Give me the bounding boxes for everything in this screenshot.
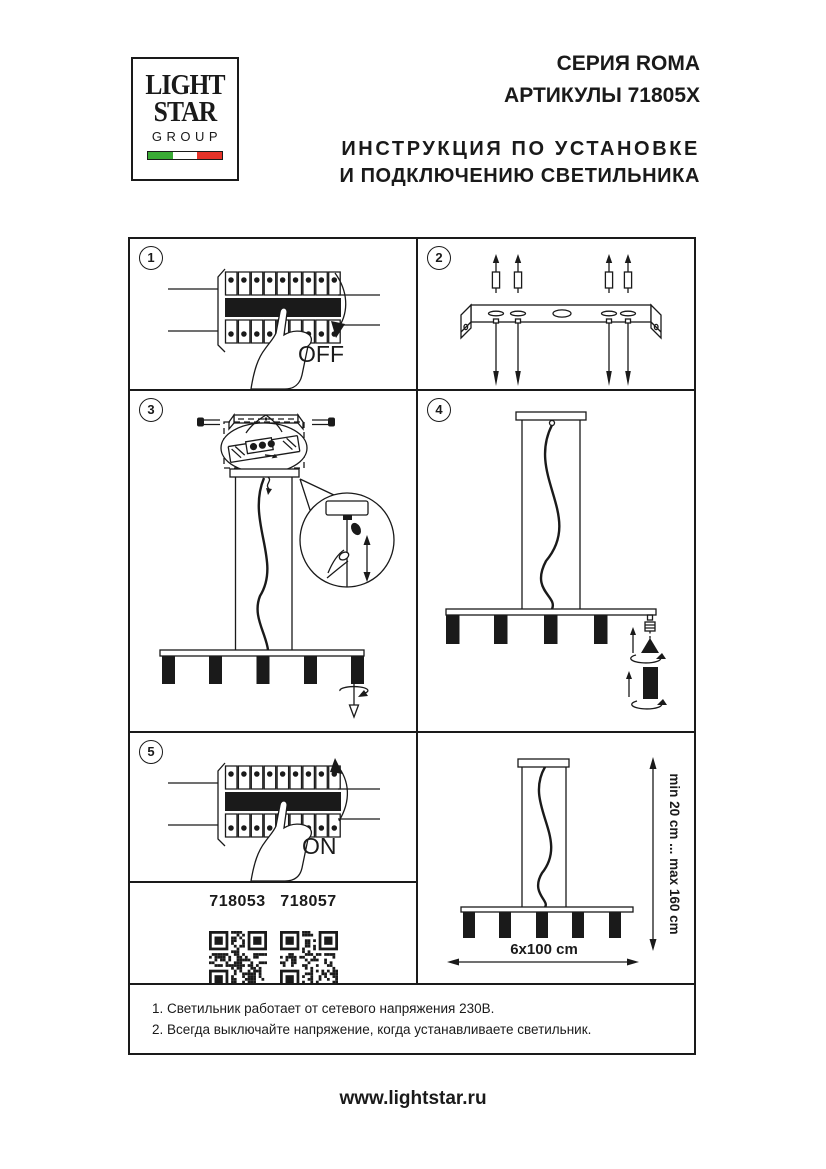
logo-star-text: STAR: [153, 96, 217, 128]
anchor-screws-top: [492, 254, 631, 293]
side-screw-right: [312, 418, 335, 427]
pendant-assembly-drawing: [418, 391, 694, 731]
dimension-drawing: [418, 733, 694, 983]
step-number-1: 1: [139, 246, 163, 270]
instruction-title-line2: И ПОДКЛЮЧЕНИЮ СВЕТИЛЬНИКА: [339, 165, 700, 187]
qr-code-1: [209, 915, 267, 983]
note-1: 1. Светильник работает от сетевого напряжения 230В.: [152, 1001, 495, 1016]
breaker-off-drawing: [130, 239, 416, 389]
article-number-1: 718053: [209, 893, 266, 910]
side-screw-left: [197, 418, 220, 427]
article-number-2: 718057: [280, 893, 337, 910]
width-dimension-label: 6x100 cm: [510, 941, 578, 958]
series-title: СЕРИЯ ROMA: [556, 52, 700, 75]
lightstar-logo: [131, 57, 239, 181]
flag-green-segment: [148, 152, 173, 159]
dimensions-panel: [418, 733, 694, 983]
breaker-on-drawing: [130, 733, 416, 881]
step-panel-1: [130, 239, 416, 389]
flag-white-segment: [173, 152, 198, 159]
step-number-5: 5: [139, 740, 163, 764]
mounting-bracket-drawing: [418, 239, 694, 389]
step-panel-2: [418, 239, 694, 389]
steps-grid: [128, 237, 696, 985]
height-dimension: [650, 757, 683, 951]
lamp-socket-detail: [630, 615, 666, 663]
articles-panel: [130, 883, 416, 983]
off-label: OFF: [298, 341, 344, 367]
step-panel-5: [130, 733, 416, 881]
ceiling-mount-drawing: [130, 391, 416, 731]
qr-code-2: [280, 915, 338, 983]
product-column-2: [280, 893, 338, 983]
step-number-3: 3: [139, 398, 163, 422]
notes-box: [128, 983, 696, 1055]
website-footer: www.lightstar.ru: [339, 1088, 487, 1109]
width-dimension: [447, 941, 639, 966]
on-label: ON: [302, 833, 337, 859]
instruction-title-line1: ИНСТРУКЦИЯ ПО УСТАНОВКЕ: [341, 138, 700, 160]
note-2: 2. Всегда выключайте напряжение, когда устанавливаете светильник.: [152, 1022, 592, 1037]
logo-light-text: LIGHT: [145, 69, 225, 101]
flag-red-segment: [197, 152, 222, 159]
fixing-screws-bottom: [493, 319, 631, 386]
height-dimension-label: min 20 cm ... max 160 cm: [667, 773, 682, 935]
product-column-1: [209, 893, 267, 983]
step-panel-3: [130, 391, 416, 731]
articles-title: АРТИКУЛЫ 71805X: [504, 84, 700, 107]
step-number-4: 4: [427, 398, 451, 422]
italian-flag-bar: [147, 151, 223, 160]
step-panel-4: [418, 391, 694, 731]
screw-rotate-icon: [340, 683, 368, 717]
logo-group-text: GROUP: [151, 129, 223, 144]
shade-install-detail: [626, 667, 667, 709]
step-number-2: 2: [427, 246, 451, 270]
